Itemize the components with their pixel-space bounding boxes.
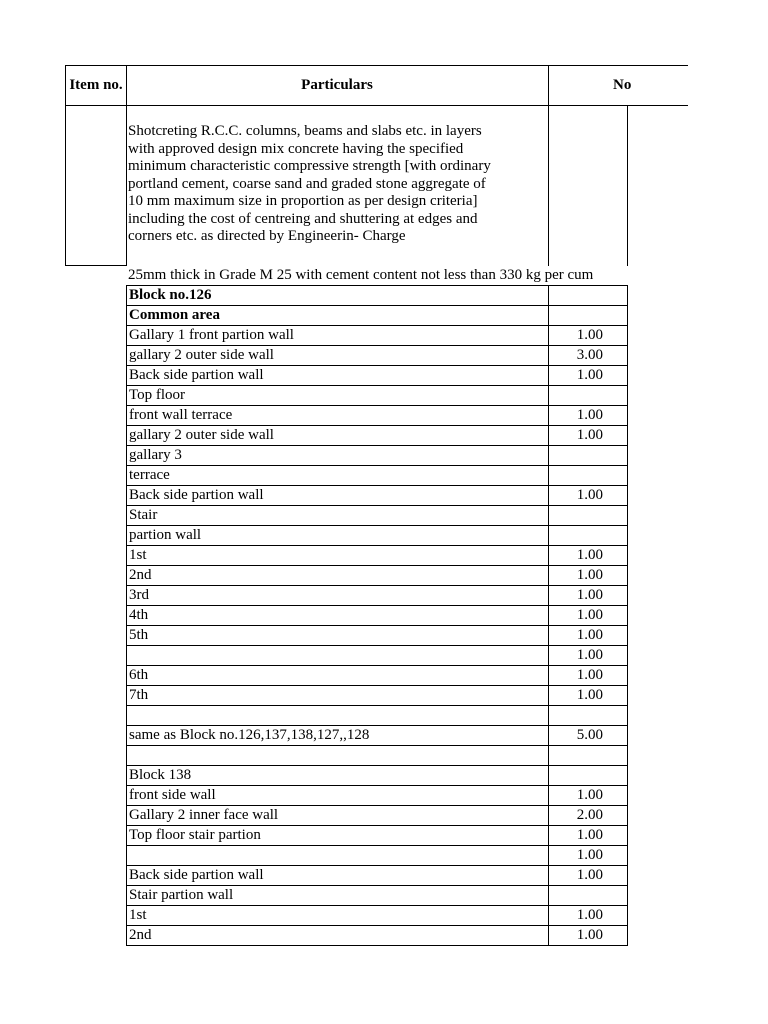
particulars-cell[interactable]: Back side partion wall <box>126 866 549 885</box>
particulars-cell[interactable]: gallary 3 <box>126 446 549 465</box>
particulars-cell[interactable]: front wall terrace <box>126 406 549 425</box>
no-cell[interactable]: 1.00 <box>549 606 628 625</box>
table-row <box>126 706 628 726</box>
particulars-cell[interactable]: Stair partion wall <box>126 886 549 905</box>
particulars-cell[interactable] <box>126 706 549 725</box>
table-row <box>126 586 628 606</box>
table-row <box>126 406 628 426</box>
table-row <box>126 306 628 326</box>
no-cell[interactable] <box>549 886 628 905</box>
no-cell[interactable] <box>549 286 628 305</box>
particulars-cell[interactable]: 5th <box>126 626 549 645</box>
table-row <box>126 546 628 566</box>
particulars-cell[interactable]: gallary 2 outer side wall <box>126 346 549 365</box>
particulars-cell[interactable] <box>126 646 549 665</box>
no-cell[interactable] <box>549 306 628 325</box>
particulars-cell[interactable]: Back side partion wall <box>126 486 549 505</box>
table-row <box>126 286 628 306</box>
table-row <box>126 446 628 466</box>
table-row <box>126 426 628 446</box>
header-item-no[interactable]: Item no. <box>65 65 127 106</box>
table-row <box>126 486 628 506</box>
particulars-cell[interactable]: 3rd <box>126 586 549 605</box>
sub-description-cell[interactable]: 25mm thick in Grade M 25 with cement content not less than 330 kg per cum <box>128 267 594 283</box>
particulars-cell[interactable]: Block 138 <box>126 766 549 785</box>
header-particulars[interactable]: Particulars <box>126 65 549 106</box>
particulars-cell[interactable]: Common area <box>126 306 549 325</box>
description-item-cell[interactable] <box>65 105 127 266</box>
particulars-cell[interactable]: Block no.126 <box>126 286 549 305</box>
no-cell[interactable] <box>549 706 628 725</box>
measurement-rows <box>126 286 628 946</box>
table-row <box>126 606 628 626</box>
no-cell[interactable]: 3.00 <box>549 346 628 365</box>
table-row <box>126 826 628 846</box>
particulars-cell[interactable]: gallary 2 outer side wall <box>126 426 549 445</box>
no-cell[interactable]: 1.00 <box>549 686 628 705</box>
particulars-cell[interactable]: 4th <box>126 606 549 625</box>
particulars-cell[interactable]: same as Block no.126,137,138,127,,128 <box>126 726 549 745</box>
no-cell[interactable]: 1.00 <box>549 486 628 505</box>
table-row <box>126 866 628 886</box>
table-row <box>126 466 628 486</box>
no-cell[interactable]: 1.00 <box>549 866 628 885</box>
particulars-cell[interactable]: Gallary 1 front partion wall <box>126 326 549 345</box>
table-row <box>126 786 628 806</box>
particulars-cell[interactable]: terrace <box>126 466 549 485</box>
particulars-cell[interactable]: 1st <box>126 546 549 565</box>
particulars-cell[interactable]: 2nd <box>126 566 549 585</box>
particulars-cell[interactable]: front side wall <box>126 786 549 805</box>
particulars-cell[interactable]: Gallary 2 inner face wall <box>126 806 549 825</box>
particulars-cell[interactable]: Stair <box>126 506 549 525</box>
no-cell[interactable] <box>549 766 628 785</box>
table-row <box>126 566 628 586</box>
table-row <box>126 746 628 766</box>
no-cell[interactable]: 1.00 <box>549 846 628 865</box>
table-row <box>126 846 628 866</box>
no-cell[interactable]: 5.00 <box>549 726 628 745</box>
no-cell[interactable]: 1.00 <box>549 326 628 345</box>
particulars-cell[interactable]: Top floor stair partion <box>126 826 549 845</box>
no-cell[interactable]: 1.00 <box>549 566 628 585</box>
no-cell[interactable]: 1.00 <box>549 366 628 385</box>
table-row <box>126 886 628 906</box>
description-cell[interactable]: Shotcreting R.C.C. columns, beams and slabs etc. in layers with approved design mix concrete having the specified minimum characteristic compressive strength [with ordinary portland cement, coarse sand and graded stone aggregate of 10 mm maximum size in proportion as per design criteria] including the cost of centreing and shuttering at edges and corners etc. as directed by Engineerin- Charge <box>126 105 549 266</box>
no-cell[interactable] <box>549 526 628 545</box>
table-row <box>126 526 628 546</box>
no-cell[interactable]: 1.00 <box>549 626 628 645</box>
no-cell[interactable] <box>549 446 628 465</box>
no-cell[interactable] <box>549 746 628 765</box>
no-cell[interactable]: 2.00 <box>549 806 628 825</box>
table-row <box>126 666 628 686</box>
no-cell[interactable] <box>549 506 628 525</box>
header-no[interactable]: No <box>548 65 688 106</box>
particulars-cell[interactable] <box>126 746 549 765</box>
particulars-cell[interactable]: 6th <box>126 666 549 685</box>
no-cell[interactable]: 1.00 <box>549 666 628 685</box>
particulars-cell[interactable]: 2nd <box>126 926 549 945</box>
particulars-cell[interactable]: 1st <box>126 906 549 925</box>
no-cell[interactable]: 1.00 <box>549 426 628 445</box>
no-cell[interactable] <box>549 386 628 405</box>
no-cell[interactable]: 1.00 <box>549 786 628 805</box>
no-cell[interactable]: 1.00 <box>549 906 628 925</box>
particulars-cell[interactable] <box>126 846 549 865</box>
table-row <box>126 906 628 926</box>
description-no-cell[interactable] <box>548 105 628 266</box>
particulars-cell[interactable]: 7th <box>126 686 549 705</box>
table-row <box>126 806 628 826</box>
table-viewport <box>65 65 632 955</box>
no-cell[interactable]: 1.00 <box>549 926 628 945</box>
table-row <box>126 326 628 346</box>
table-row <box>126 686 628 706</box>
particulars-cell[interactable]: Back side partion wall <box>126 366 549 385</box>
particulars-cell[interactable]: partion wall <box>126 526 549 545</box>
table-row <box>126 366 628 386</box>
table-row <box>126 346 628 366</box>
no-cell[interactable]: 1.00 <box>549 546 628 565</box>
no-cell[interactable]: 1.00 <box>549 826 628 845</box>
table-row <box>126 626 628 646</box>
particulars-cell[interactable]: Top floor <box>126 386 549 405</box>
table-row <box>126 386 628 406</box>
table-row <box>126 506 628 526</box>
table-row <box>126 766 628 786</box>
no-cell[interactable]: 1.00 <box>549 646 628 665</box>
table-row <box>126 646 628 666</box>
no-cell[interactable]: 1.00 <box>549 406 628 425</box>
table-row <box>126 926 628 946</box>
no-cell[interactable] <box>549 466 628 485</box>
table-row <box>126 726 628 746</box>
no-cell[interactable]: 1.00 <box>549 586 628 605</box>
